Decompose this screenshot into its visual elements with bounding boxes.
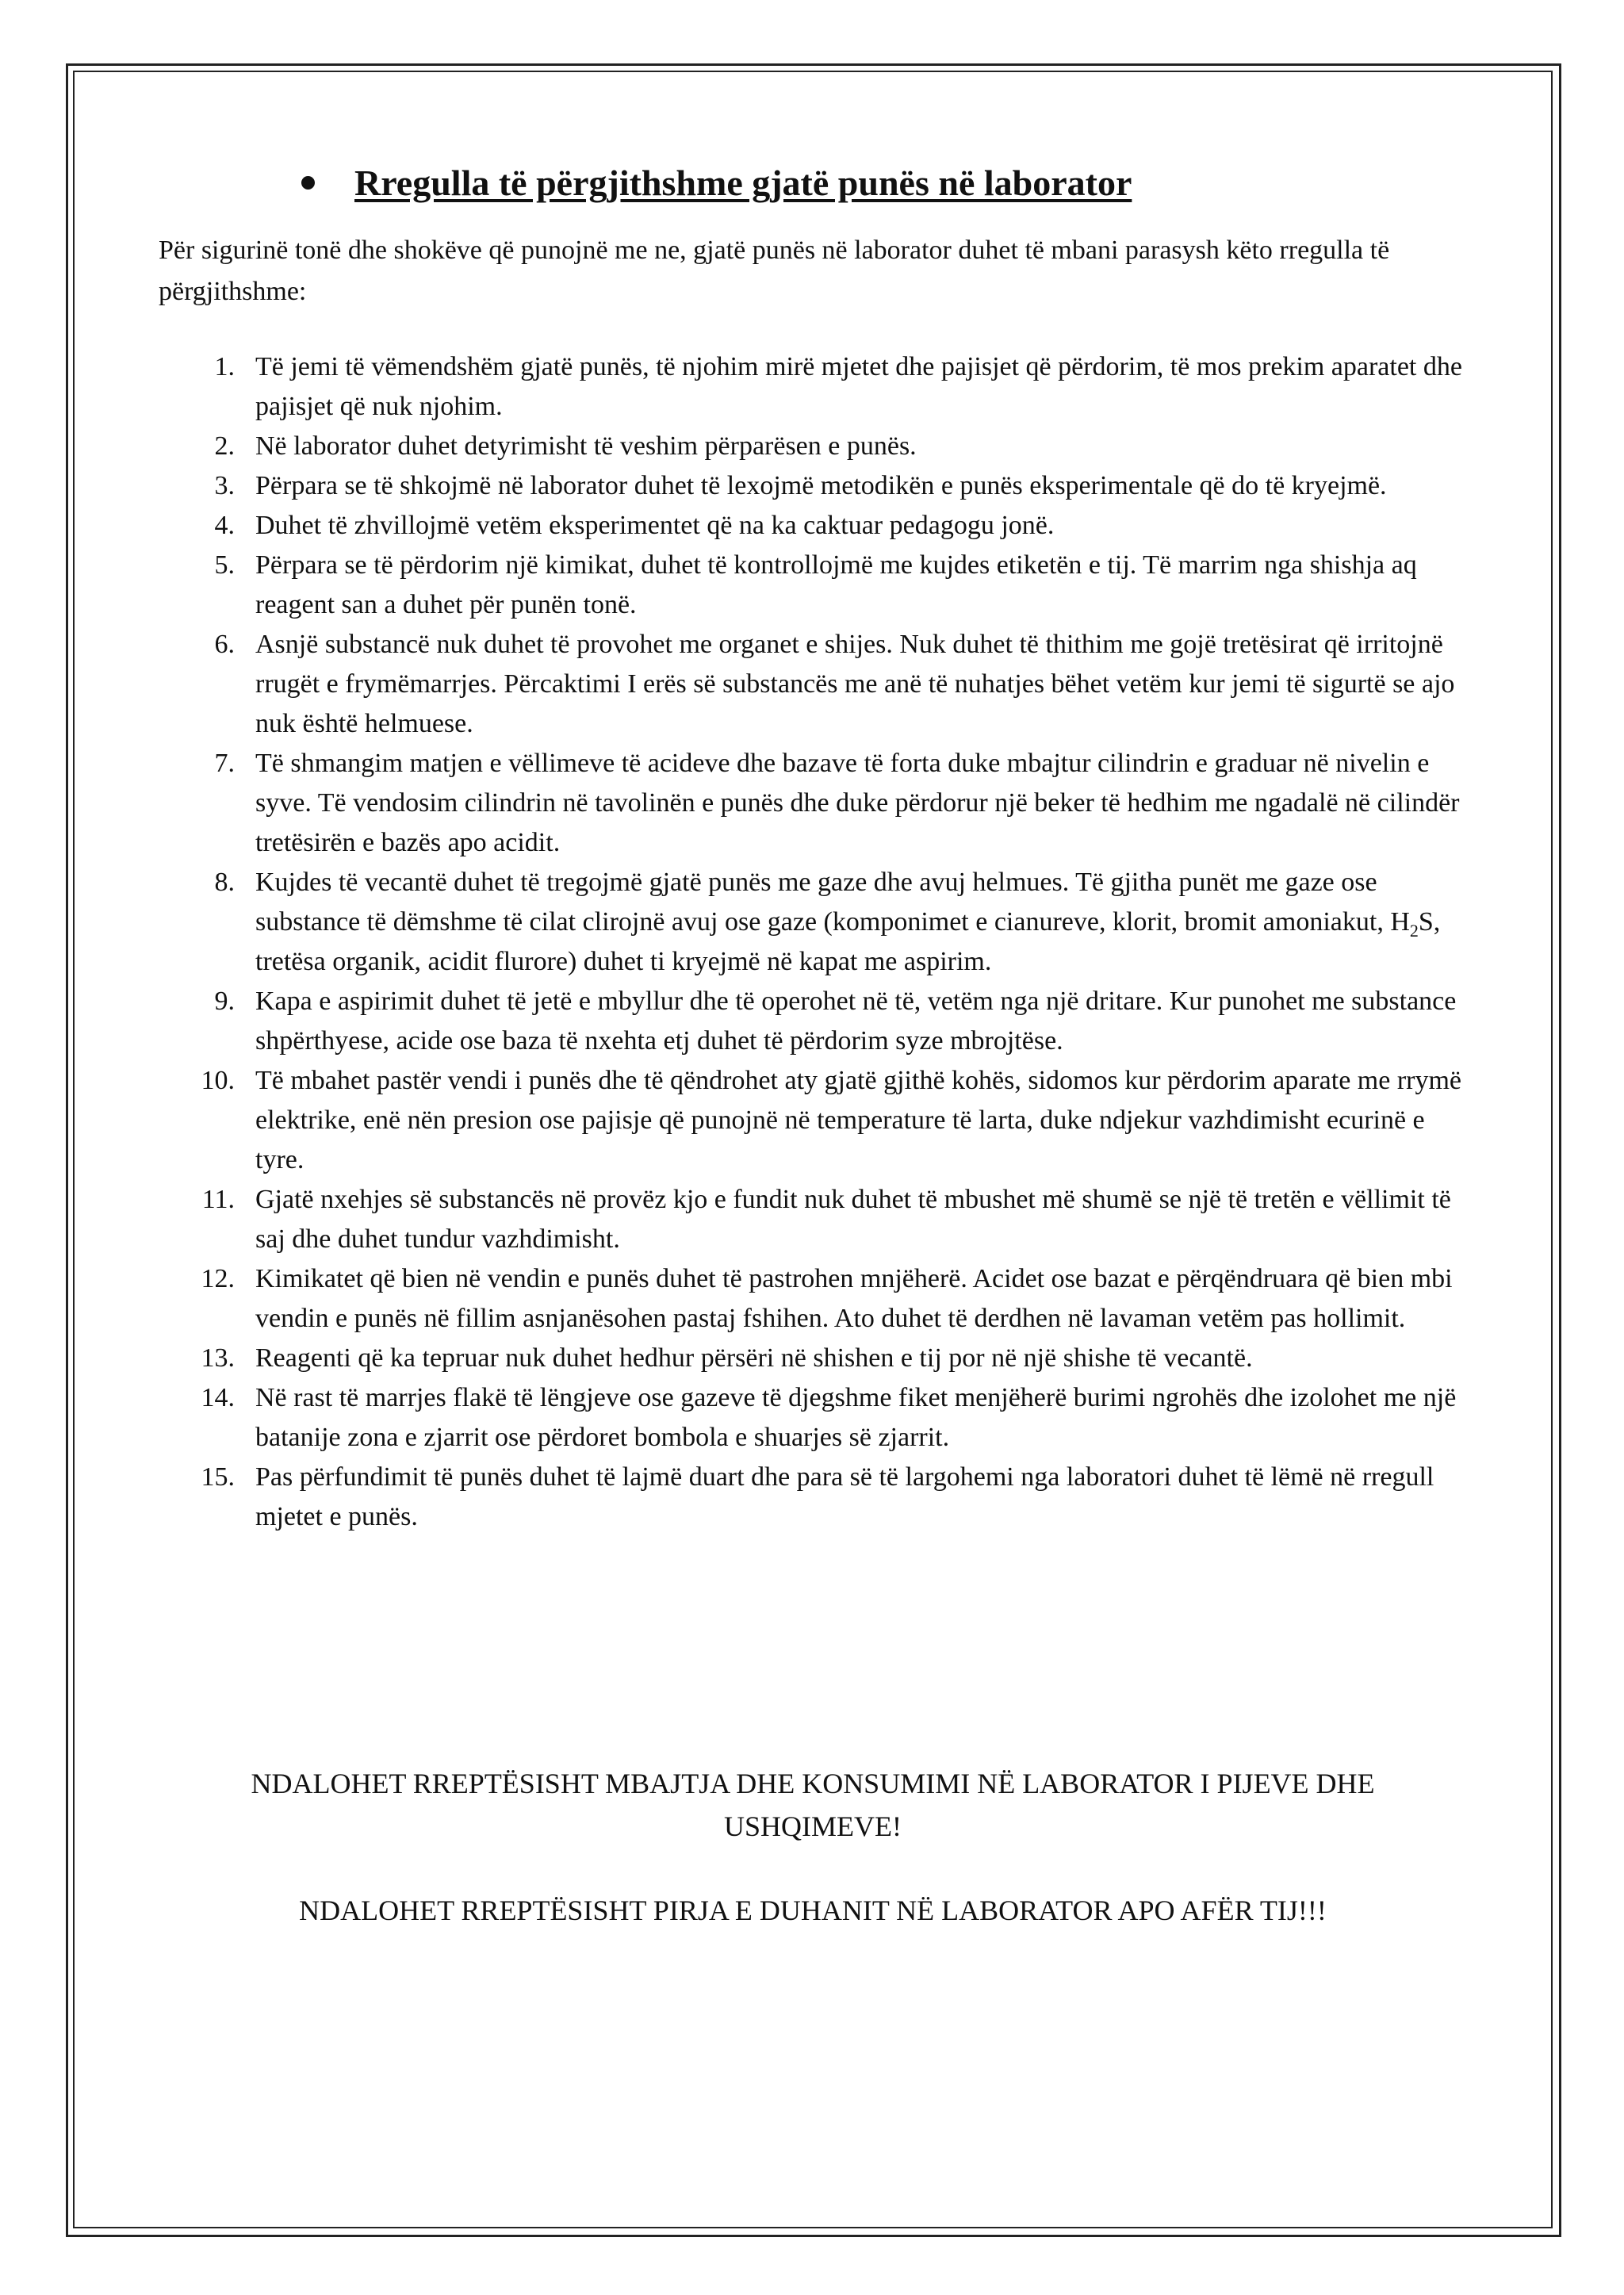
- rule-number: 13.: [201, 1343, 235, 1373]
- rule-item: [159, 1259, 1467, 1339]
- rule-item: [159, 1378, 1467, 1458]
- rule-number: 7.: [214, 749, 235, 778]
- rule-number: 5.: [214, 550, 235, 580]
- rule-text: Asnjë substancë nuk duhet të provohet me organet e shijes. Nuk duhet të thithim me gojë tretësirat që irritojnë rrugët e frymëmarrjes. Përcaktimi I erës së substancës me anë të nuhatjes bëhet vetëm kur jemi të sigurtë se ajo nuk është helmuese.: [255, 630, 1455, 738]
- rule-text: Reagenti që ka tepruar nuk duhet hedhur përsëri në shishen e tij por në një shishe të vecantë.: [255, 1343, 1253, 1373]
- rule-number: 6.: [214, 630, 235, 659]
- rule-text: Të jemi të vëmendshëm gjatë punës, të njohim mirë mjetet dhe pajisjet që përdorim, të mos prekim aparatet dhe pajisjet që nuk njohim.: [255, 352, 1462, 421]
- rule-text: Gjatë nxehjes së substancës në provëz kjo e fundit nuk duhet të mbushet më shumë se një të tretën e vëllimit të saj dhe duhet tundur vazhdimisht.: [255, 1185, 1451, 1254]
- rule-number: 8.: [214, 868, 235, 897]
- rule-text: Pas përfundimit të punës duhet të lajmë duart dhe para së të largohemi nga laboratori duhet të lëmë në rregull mjetet e punës.: [255, 1462, 1434, 1531]
- warning-smoking: NDALOHET RREPTËSISHT PIRJA E DUHANIT NË LABORATOR APO AFËR TIJ!!!: [299, 1895, 1327, 1926]
- rule-number: 15.: [201, 1462, 235, 1492]
- warning-food-drink: NDALOHET RREPTËSISHT MBAJTJA DHE KONSUMIMI NË LABORATOR I PIJEVE DHE USHQIMEVE!: [251, 1768, 1375, 1842]
- rule-number: 1.: [214, 352, 235, 381]
- rule-number: 12.: [201, 1264, 235, 1293]
- bullet-icon: [301, 176, 315, 190]
- rule-text: Duhet të zhvillojmë vetëm eksperimentet që na ka caktuar pedagogu jonë.: [255, 511, 1055, 540]
- rule-item: [159, 347, 1467, 427]
- rule-item: [159, 1061, 1467, 1180]
- rule-item: [159, 427, 1467, 466]
- rule-text: Kimikatet që bien në vendin e punës duhet të pastrohen mnjëherë. Acidet ose bazat e përqëndruara që bien mbi vendin e punës në fillim asnjanësohen pastaj fshihen. Ato duhet të derdhen në lavaman vetëm pas hollimit.: [255, 1264, 1453, 1333]
- heading-text: Rregulla të përgjithshme gjatë punës në laborator: [354, 162, 1132, 203]
- rule-text: Në laborator duhet detyrimisht të veshim përparësen e punës.: [255, 431, 917, 461]
- rule-text: Të mbahet pastër vendi i punës dhe të qëndrohet aty gjatë gjithë kohës, sidomos kur përdorim aparate me rrymë elektrike, enë nën presion ose pajisje që punojnë në temperature të larta, duke ndjekur vazhdimisht ecurinë e tyre.: [255, 1066, 1462, 1174]
- rule-number: 14.: [201, 1383, 235, 1412]
- rule-number: 11.: [201, 1185, 235, 1214]
- rule-item: [159, 1339, 1467, 1378]
- subscript: 2: [1409, 920, 1419, 941]
- rule-number: 3.: [214, 471, 235, 500]
- rule-text: Kapa e aspirimit duhet të jetë e mbyllur dhe të operohet në të, vetëm nga një dritare. Kur punohet me substance shpërthyese, acide ose baza të nxehta etj duhet të përdorim syze mbrojtëse.: [255, 987, 1457, 1056]
- rule-text: Përpara se të përdorim një kimikat, duhet të kontrollojmë me kujdes etiketën e tij. Të marrim nga shishja aq reagent san a duhet për punën tonë.: [255, 550, 1417, 619]
- rule-item: [159, 863, 1467, 982]
- rule-item: [159, 982, 1467, 1061]
- document-body: [159, 155, 1467, 1537]
- rule-item: [159, 506, 1467, 546]
- rule-item: [159, 625, 1467, 744]
- rule-text: Të shmangim matjen e vëllimeve të acideve dhe bazave të forta duke mbajtur cilindrin e graduar në nivelin e syve. Të vendosim cilindrin në tavolinën e punës dhe duke përdorur një beker të hedhim me ngadalë në cilindër tretësirën e bazës apo acidit.: [255, 749, 1460, 857]
- rule-item: [159, 466, 1467, 506]
- section-heading: [301, 155, 1467, 210]
- rule-item: [159, 744, 1467, 863]
- rule-text: Në rast të marrjes flakë të lëngjeve ose gazeve të djegshme fiket menjëherë burimi ngrohës dhe izolohet me një batanije zona e zjarrit ose përdoret bombola e shuarjes së zjarrit.: [255, 1383, 1457, 1452]
- rule-number: 4.: [214, 511, 235, 540]
- rule-item: [159, 1458, 1467, 1537]
- rule-text-before: Kujdes të vecantë duhet të tregojmë gjatë punës me gaze dhe avuj helmues. Të gjitha punët me gaze ose substance të dëmshme të cilat clirojnë avuj ose gaze (komponimet e cianureve, klorit, bromit amoniakut, H: [255, 868, 1410, 937]
- rule-number: 2.: [214, 431, 235, 461]
- rule-number: 9.: [214, 987, 235, 1016]
- rule-text-after: S, tretësa organik, acidit flurore) duhet ti kryejmë në kapat me aspirim.: [255, 907, 1441, 976]
- intro-paragraph: Për sigurinë tonë dhe shokëve që punojnë me ne, gjatë punës në laborator duhet të mbani parasysh këto rregulla të përgjithshme:: [159, 236, 1390, 306]
- rule-item: [159, 546, 1467, 625]
- rule-text: Përpara se të shkojmë në laborator duhet të lexojmë metodikën e punës eksperimentale që do të kryejmë.: [255, 471, 1387, 500]
- rule-item: [159, 1180, 1467, 1259]
- rules-list: [159, 347, 1467, 1537]
- rule-number: 10.: [201, 1066, 235, 1095]
